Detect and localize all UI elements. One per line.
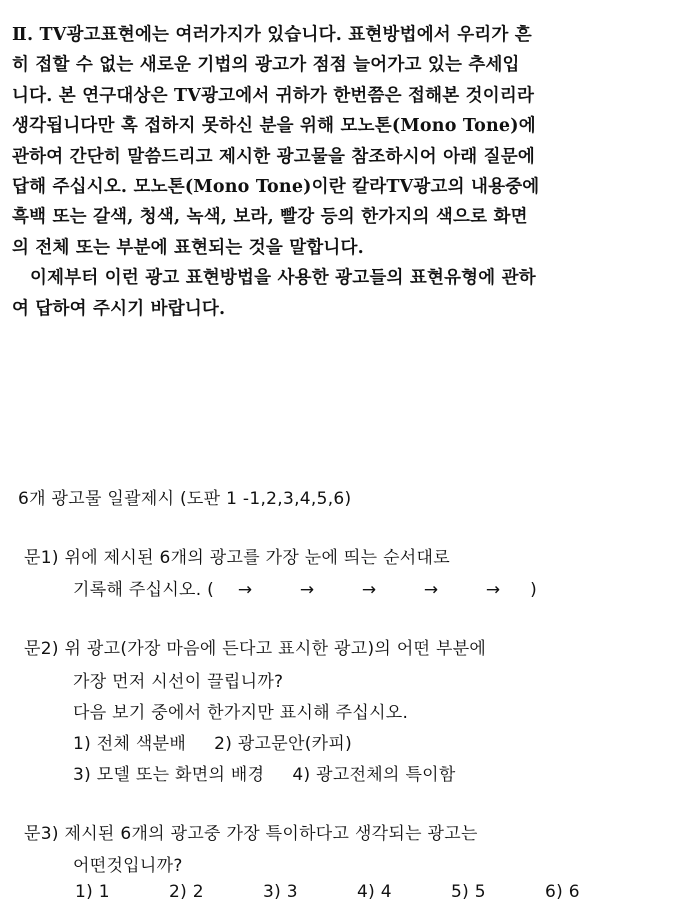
intro-line: 여 답하여 주시기 바랍니다. [12, 298, 226, 319]
question-2-text: 문2) 위 광고(가장 마음에 든다고 표시한 광고)의 어떤 부분에 [24, 639, 487, 659]
intro-line: 이제부터 이런 광고 표현방법을 사용한 광고들의 표현유형에 관하 [30, 268, 536, 289]
intro-line: Ⅱ. TV광고표현에는 여러가지가 있습니다. 표현방법에서 우리가 흔 [12, 25, 532, 45]
intro-line: 니다. 본 연구대상은 TV광고에서 귀하가 한번쯤은 접해본 것이리라 [12, 85, 535, 106]
intro-line: 히 접할 수 없는 새로운 기법의 광고가 점점 늘어가고 있는 추세입 [12, 55, 520, 76]
q1-arrow-5: → [485, 580, 501, 600]
q1-arrow-2: → [299, 580, 315, 600]
q3-option: 6) 6 [545, 882, 580, 902]
question-3-text: 문3) 제시된 6개의 광고중 가장 특이하다고 생각되는 광고는 [24, 824, 478, 844]
q1-arrow-1: → [237, 580, 253, 600]
intro-line: 흑백 또는 갈색, 청색, 녹색, 보라, 빨강 등의 한가지의 색으로 화면 [12, 207, 528, 228]
q3-option: 4) 4 [357, 882, 392, 902]
question-2-subtext: 가장 먼저 시선이 끌립니까? [73, 672, 284, 692]
q2-option-3: 3) 모델 또는 화면의 배경 [73, 765, 265, 785]
intro-line: 생각됩니다만 혹 접하지 못하신 분을 위해 모노톤(Mono Tone)에 [12, 116, 536, 137]
q1-arrow-4: → [423, 580, 439, 600]
q2-option-4: 4) 광고전체의 특이함 [292, 765, 456, 785]
intro-line: 의 전체 또는 부분에 표현되는 것을 말합니다. [12, 237, 364, 258]
intro-line: 답해 주십시오. 모노톤(Mono Tone)이란 칼라TV광고의 내용중에 [12, 177, 540, 198]
q1-arrow-blanks [214, 580, 524, 600]
intro-line: 관하여 간단히 말씀드리고 제시한 광고물을 참조하시어 아래 질문에 [12, 146, 535, 167]
q3-option: 3) 3 [263, 882, 298, 902]
question-1-answer-line [73, 575, 537, 600]
q2-option-1: 1) 전체 색분배 [73, 734, 187, 754]
question-1-text: 문1) 위에 제시된 6개의 광고를 가장 눈에 띄는 순서대로 [24, 548, 450, 568]
question-2-instruction: 다음 보기 중에서 한가지만 표시해 주십시오. [73, 703, 409, 723]
q3-option: 1) 1 [75, 882, 110, 902]
q1-answer-suffix: ) [530, 580, 538, 600]
question-3-subtext: 어떤것입니까? [73, 856, 183, 876]
q3-option: 2) 2 [169, 882, 204, 902]
q3-options-row [75, 882, 580, 902]
q1-arrow-3: → [361, 580, 377, 600]
q3-option: 5) 5 [451, 882, 486, 902]
exhibit-heading: 6개 광고물 일괄제시 (도판 1 -1,2,3,4,5,6) [18, 489, 352, 509]
q1-answer-prefix: 기록해 주십시오. ( [73, 580, 215, 600]
q2-option-2: 2) 광고문안(카피) [214, 734, 353, 754]
q2-options-row-2 [73, 760, 456, 785]
q2-options-row-1 [73, 729, 352, 754]
intro-paragraph [12, 20, 684, 324]
